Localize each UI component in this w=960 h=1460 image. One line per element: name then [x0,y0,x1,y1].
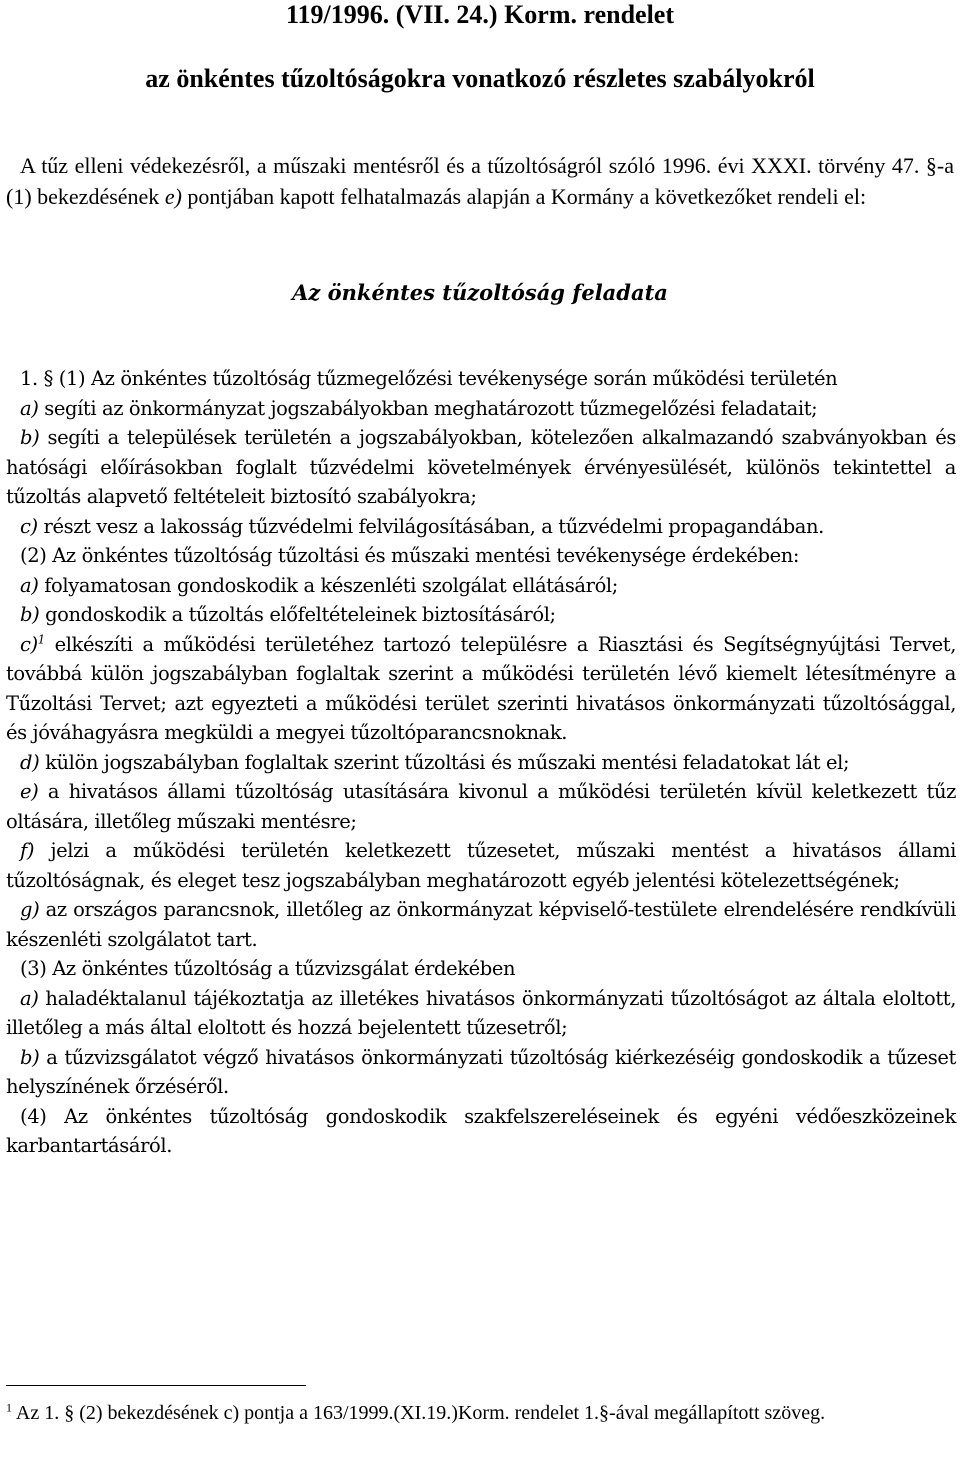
point-text: segíti a települések területén a jogszabályokban, kötelezően alkalmazandó szabványokban és hatósági előírásokban foglalt tűzvédelmi követelmények érvényesülését, különös tekintettel a tűzoltás alapvető feltételeit biztosító szabályokra; [6,426,956,508]
point-2a [6,571,956,601]
point-1b [6,423,956,512]
point-2g [6,895,956,954]
point-label: g) [20,898,40,921]
point-text: folyamatosan gondoskodik a készenléti szolgálat ellátásáról; [38,573,618,597]
point-label: a) [20,986,39,1010]
point-label: c) [20,632,38,656]
point-label: d) [20,750,40,774]
point-3a [6,984,956,1043]
point-2d [6,748,956,778]
footnote-ref[interactable]: 1 [37,632,45,646]
footnote-text: Az 1. § (2) bekezdésének c) pontja a 163/1999.(XI.19.)Korm. rendelet 1.§-ával megállapított szöveg. [12,1402,826,1424]
point-text: az országos parancsnok, illetőleg az önkormányzat képviselő-testülete elrendelésére rendkívüli készenléti szolgálatot tart. [6,898,956,951]
preamble-text-1: A tűz elleni védekezésről, a műszaki mentésről és a tűzoltóságról szóló 1996. évi XXXI. törvény 47. §-a (1) bekezdésének [6,153,954,209]
point-label: b) [20,426,40,449]
point-text: segíti az önkormányzat jogszabályokban meghatározott tűzmegelőzési feladatait; [38,396,818,420]
point-text: a tűzvizsgálatot végző hivatásos önkormányzati tűzoltóság kiérkezéséig gondoskodik a tűzeset helyszínének őrzéséről. [6,1045,956,1098]
point-label: e) [20,780,39,803]
point-label: f) [20,839,35,862]
point-label: b) [20,603,40,626]
preamble [6,150,954,212]
footnote-separator [6,1385,306,1386]
point-1a [6,394,956,424]
document-title: 119/1996. (VII. 24.) Korm. rendelet [285,0,675,29]
paragraph-1-4: (4) Az önkéntes tűzoltóság gondoskodik szakfelszereléseinek és egyéni védőeszközeinek karbantartásáról. [6,1104,956,1157]
point-text: haladéktalanul tájékoztatja az illetékes hivatásos önkormányzati tűzoltóságot az általa eloltott, illetőleg a más által eloltott és hozzá bejelentett tűzesetről; [6,986,956,1039]
point-2f [6,836,956,895]
point-label: a) [20,573,39,597]
point-text: jelzi a működési területén keletkezett tűzesetet, műszaki mentést a hivatásos állami tűzoltóságnak, és eleget tesz jogszabályban meghatározott egyéb jelentési kötelezettségének; [6,839,956,892]
point-3b [6,1043,956,1102]
point-1c [6,512,956,542]
point-2c [6,630,956,748]
footnote [6,1398,956,1428]
document-subtitle: az önkéntes tűzoltóságokra vonatkozó részletes szabályokról [145,64,815,93]
point-label: c) [20,514,38,538]
preamble-point-label: e) [164,184,182,209]
point-text: elkészíti a működési területéhez tartozó településre a Riasztási és Segítségnyújtási Tervet, továbbá külön jogszabályban foglaltak szerint a működési területén lévő kiemelt létesítményre a Tűzoltási Tervet; azt egyezteti a működési terület szerinti hivatásos önkormányzati tűzoltósággal, és jóváhagyásra megküldi a megyei tűzoltóparancsnoknak. [6,632,956,744]
paragraph-1-3: (3) Az önkéntes tűzoltóság a tűzvizsgálat érdekében [20,957,516,980]
point-text: a hivatásos állami tűzoltóság utasítására kivonul a működési területén kívül keletkezett tűz oltására, illetőleg műszaki mentésre; [6,780,956,833]
point-text: külön jogszabályban foglaltak szerint tűzoltási és műszaki mentési feladatokat lát el; [39,750,850,774]
paragraph-1-1: 1. § (1) Az önkéntes tűzoltóság tűzmegelőzési tevékenysége során működési területén [20,367,838,390]
section-body [6,364,956,1161]
point-label: b) [20,1045,40,1069]
point-text: gondoskodik a tűzoltás előfeltételeinek biztosításáról; [39,603,556,626]
section-heading: Az önkéntes tűzoltóság feladata [292,280,668,305]
paragraph-1-2: (2) Az önkéntes tűzoltóság tűzoltási és műszaki mentési tevékenysége érdekében: [20,544,800,567]
point-label: a) [20,396,39,420]
preamble-text-2: pontjában kapott felhatalmazás alapján a Kormány a következőket rendeli el: [181,184,867,209]
footnote-number: 1 [6,1400,12,1415]
point-text: részt vesz a lakosság tűzvédelmi felvilágosításában, a tűzvédelmi propagandában. [37,514,824,538]
point-2e [6,777,956,836]
point-2b [6,600,956,630]
